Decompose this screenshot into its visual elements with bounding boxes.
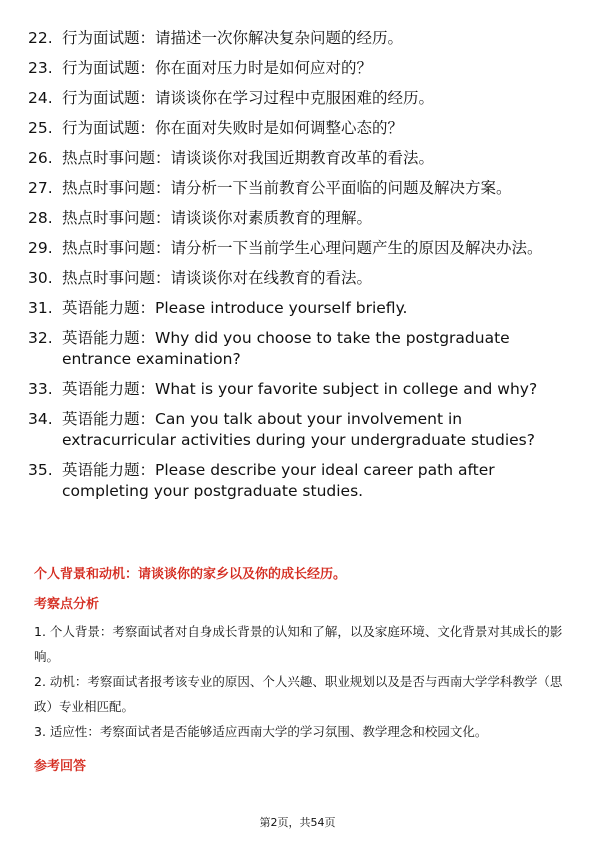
question-text: 英语能力题：Why did you choose to take the postgraduate entrance examination?: [62, 329, 510, 368]
question-number: 28.: [28, 209, 53, 227]
question-item: [28, 118, 568, 139]
question-item: [28, 379, 568, 400]
reference-answer-heading: 参考回答: [34, 759, 87, 774]
question-number: 26.: [28, 149, 53, 167]
question-number: 25.: [28, 119, 53, 137]
question-text: 热点时事问题：请分析一下当前学生心理问题产生的原因及解决办法。: [62, 239, 543, 257]
question-text: 热点时事问题：请谈谈你对我国近期教育改革的看法。: [62, 149, 435, 167]
question-item: [28, 88, 568, 109]
question-number: 33.: [28, 380, 53, 398]
question-number: 31.: [28, 299, 53, 317]
analysis-point: 2. 动机：考察面试者报考该专业的原因、个人兴趣、职业规划以及是否与西南大学学科教学（思政）专业相匹配。: [34, 674, 563, 714]
question-list: [28, 28, 568, 511]
question-item: [28, 268, 568, 289]
question-item: [28, 58, 568, 79]
question-text: 热点时事问题：请谈谈你对在线教育的看法。: [62, 269, 373, 287]
question-number: 23.: [28, 59, 53, 77]
question-text: 行为面试题：你在面对压力时是如何应对的？: [62, 59, 373, 77]
question-text: 英语能力题：What is your favorite subject in college and why?: [62, 380, 538, 398]
question-item: [28, 460, 568, 502]
question-item: [28, 178, 568, 199]
question-number: 24.: [28, 89, 53, 107]
section-title: 个人背景和动机：请谈谈你的家乡以及你的成长经历。: [34, 567, 347, 582]
question-item: [28, 298, 568, 319]
question-text: 英语能力题：Please describe your ideal career path after completing your postgraduate studies.: [62, 461, 495, 500]
question-text: 行为面试题：请描述一次你解决复杂问题的经历。: [62, 29, 404, 47]
question-number: 34.: [28, 410, 53, 428]
question-text: 行为面试题：你在面对失败时是如何调整心态的？: [62, 119, 404, 137]
question-item: [28, 409, 568, 451]
question-text: 行为面试题：请谈谈你在学习过程中克服困难的经历。: [62, 89, 435, 107]
question-text: 热点时事问题：请谈谈你对素质教育的理解。: [62, 209, 373, 227]
page-number: 第2页，共54页: [259, 816, 336, 829]
question-item: [28, 148, 568, 169]
question-item: [28, 208, 568, 229]
analysis-heading: 考察点分析: [34, 597, 100, 612]
question-item: [28, 28, 568, 49]
question-number: 29.: [28, 239, 53, 257]
question-text: 热点时事问题：请分析一下当前教育公平面临的问题及解决方案。: [62, 179, 512, 197]
question-text: 英语能力题：Can you talk about your involvement in extracurricular activities during your undergraduate studies?: [62, 410, 535, 449]
analysis-point: 1. 个人背景：考察面试者对自身成长背景的认知和了解，以及家庭环境、文化背景对其成长的影响。: [34, 624, 563, 664]
question-number: 27.: [28, 179, 53, 197]
question-text: 英语能力题：Please introduce yourself briefly.: [62, 299, 408, 317]
question-number: 32.: [28, 329, 53, 347]
analysis-point: 3. 适应性：考察面试者是否能够适应西南大学的学习氛围、教学理念和校园文化。: [34, 724, 488, 739]
interview-section: [34, 566, 564, 776]
question-number: 22.: [28, 29, 53, 47]
question-item: [28, 238, 568, 259]
question-item: [28, 328, 568, 370]
question-number: 30.: [28, 269, 53, 287]
question-number: 35.: [28, 461, 53, 479]
